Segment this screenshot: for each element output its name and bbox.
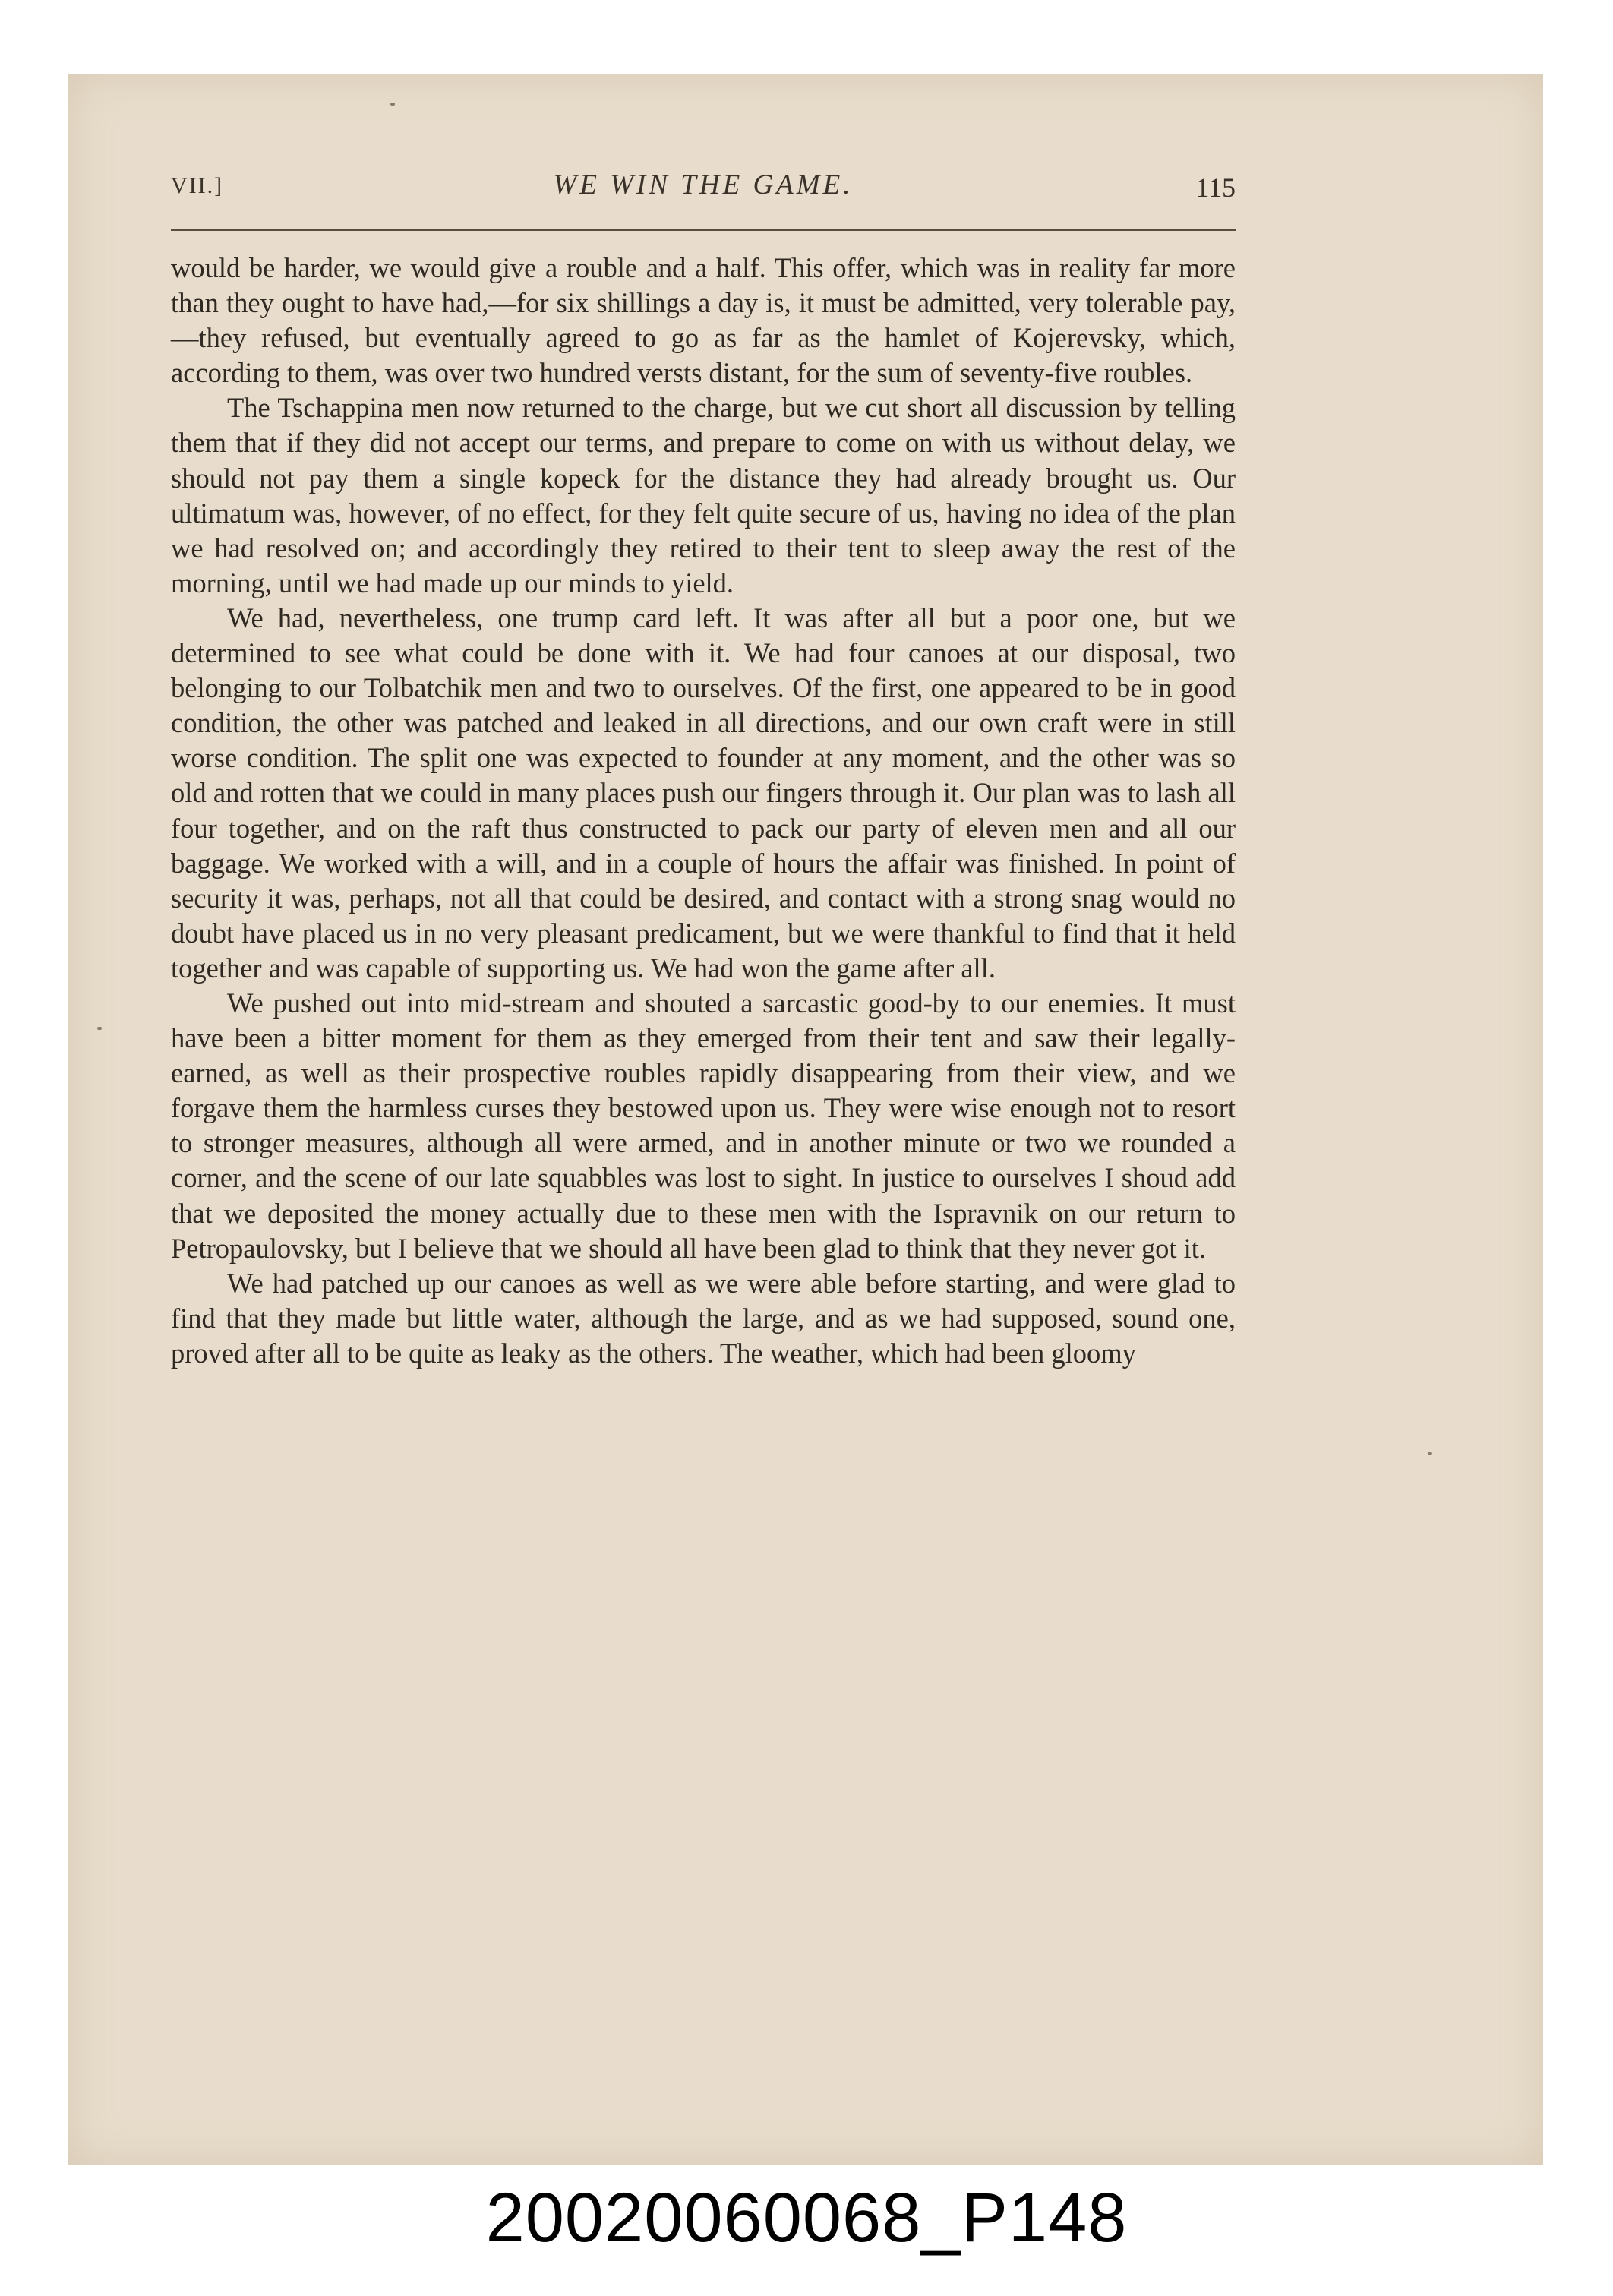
running-title: WE WIN THE GAME. [553, 169, 854, 201]
paper-speck [97, 1027, 102, 1030]
paragraph: We had patched up our canoes as well as we were able before starting, and were glad to find that they made but little water, although the large, and as we had supposed, sound one, proved after all to be quite as leaky as the others. The weather, which had been gloomy [171, 1267, 1236, 1369]
page-number: 115 [1195, 172, 1236, 203]
paper-speck [1428, 1452, 1432, 1455]
paragraph: would be harder, we would give a rouble and a half. This offer, which was in reality far more than they ought to have had,—for six shillings a day is, it must be admitted, very tolerable pay,—they refused, but eventually agreed to go as far as the hamlet of Kojerevsky, which, according to them, was over two hundred versts distant, for the sum of seventy-five roubles. [171, 252, 1236, 389]
header-rule [171, 229, 1236, 231]
running-head [171, 169, 1236, 219]
body-text [171, 251, 1236, 1371]
file-identifier: 20020060068_P148 [485, 2179, 1128, 2257]
chapter-number: VII.] [171, 173, 224, 198]
paragraph: We had, nevertheless, one trump card left. It was after all but a poor one, but we determined to see what could be done with it. We had four canoes at our disposal, two belonging to our Tolbatchik men and two to ourselves. Of the first, one appeared to be in good condition, the other was patched and leaked in all directions, and our own craft were in still worse condition. The split one was expected to founder at any moment, and the other was so old and rotten that we could in many places push our fingers through it. Our plan was to lash all four together, and on the raft thus constructed to pack our party of eleven men and all our baggage. We worked with a will, and in a couple of hours the affair was finished. In point of security it was, perhaps, not all that could be desired, and contact with a strong snag would no doubt have placed us in no very pleasant predicament, but we were thankful to find that it held together and was capable of supporting us. We had won the game after all. [171, 602, 1236, 984]
paragraph: The Tschappina men now returned to the charge, but we cut short all discussion by telling them that if they did not accept our terms, and prepare to come on with us without delay, we should not pay them a single kopeck for the distance they had already brought us. Our ultimatum was, however, of no effect, for they felt quite secure of us, having no idea of the plan we had resolved on; and accordingly they retired to their tent to sleep away the rest of the morning, until we had made up our minds to yield. [171, 392, 1236, 598]
paragraph: We pushed out into mid-stream and shouted a sarcastic good-by to our enemies. It must have been a bitter moment for them as they emerged from their tent and saw their legally-earned, as well as their prospective roubles rapidly disappearing from their view, and we forgave them the harmless curses they bestowed upon us. They were wise enough not to resort to stronger measures, although all were armed, and in another minute or two we rounded a corner, and the scene of our late squabbles was lost to sight. In justice to ourselves I shoud add that we deposited the money actually due to these men with the Ispravnik on our return to Petropaulovsky, but I believe that we should all have been glad to think that they never got it. [171, 987, 1236, 1264]
paper-speck [390, 103, 395, 106]
